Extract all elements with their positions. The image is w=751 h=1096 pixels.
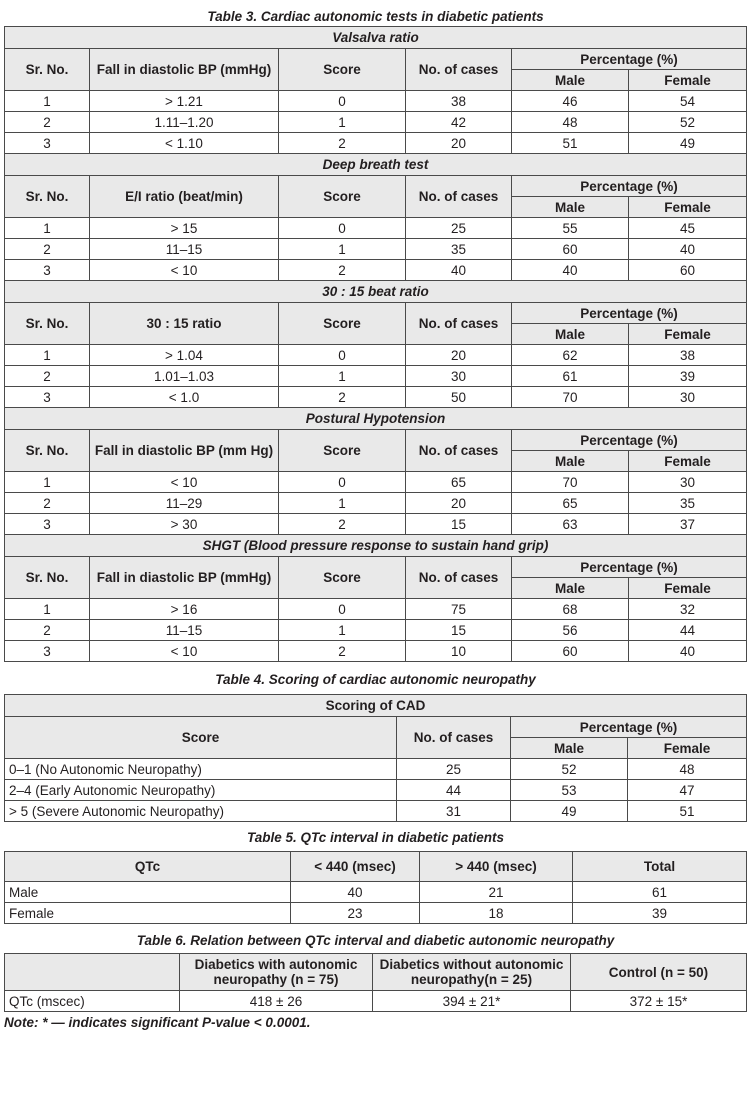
table-row (5, 112, 747, 133)
label-cell: Male (5, 882, 291, 903)
cases-cell: 50 (406, 387, 512, 408)
sr-header: Sr. No. (5, 557, 90, 599)
table6-without-header: Diabetics without autonomic neuropathy(n = 25) (373, 954, 571, 991)
section-header-row (5, 49, 747, 70)
percentage-header: Percentage (%) (512, 49, 747, 70)
gt-cell: 18 (420, 903, 573, 924)
female-cell: 37 (629, 514, 747, 535)
male-cell: 55 (512, 218, 629, 239)
table-row (5, 514, 747, 535)
measure-cell: 11–29 (90, 493, 279, 514)
female-header: Female (629, 578, 747, 599)
measure-cell: < 10 (90, 260, 279, 281)
table-row (5, 345, 747, 366)
table6-caption: Table 6. Relation between QTc interval and diabetic autonomic neuropathy (136, 933, 615, 948)
table-row (5, 366, 747, 387)
percentage-header: Percentage (%) (512, 176, 747, 197)
table3-body (5, 27, 747, 662)
female-cell: 51 (628, 801, 747, 822)
score-cell: 0 (279, 91, 406, 112)
table-row (5, 759, 747, 780)
female-cell: 52 (629, 112, 747, 133)
score-header: Score (279, 430, 406, 472)
table-row (5, 780, 747, 801)
female-header: Female (629, 70, 747, 91)
male-cell: 51 (512, 133, 629, 154)
measure-cell: > 16 (90, 599, 279, 620)
score-cell: 1 (279, 366, 406, 387)
male-cell: 46 (512, 91, 629, 112)
table-row (5, 903, 747, 924)
lt-cell: 40 (291, 882, 420, 903)
measure-cell: < 10 (90, 472, 279, 493)
male-cell: 70 (512, 387, 629, 408)
section-title-row (5, 154, 747, 176)
table-row (5, 387, 747, 408)
male-cell: 61 (512, 366, 629, 387)
male-cell: 48 (512, 112, 629, 133)
female-header: Female (629, 324, 747, 345)
with-cell: 418 ± 26 (180, 991, 373, 1012)
table4-percentage-header: Percentage (%) (511, 717, 747, 738)
control-cell: 372 ± 15* (571, 991, 747, 1012)
lt-cell: 23 (291, 903, 420, 924)
female-cell: 40 (629, 239, 747, 260)
sr-cell: 2 (5, 112, 90, 133)
female-cell: 40 (629, 641, 747, 662)
score-cell: 1 (279, 620, 406, 641)
measure-cell: 1.11–1.20 (90, 112, 279, 133)
female-cell: 35 (629, 493, 747, 514)
male-header: Male (512, 197, 629, 218)
table5-header-row (5, 852, 747, 882)
label-cell: QTc (mscec) (5, 991, 180, 1012)
score-cell: 0 (279, 472, 406, 493)
male-cell: 60 (512, 641, 629, 662)
score-cell: 1 (279, 239, 406, 260)
table-row (5, 641, 747, 662)
score-cell: 2 (279, 514, 406, 535)
section-title: 30 : 15 beat ratio (5, 281, 747, 303)
score-header: Score (279, 303, 406, 345)
cases-header: No. of cases (406, 430, 512, 472)
female-cell: 49 (629, 133, 747, 154)
table6-control-header: Control (n = 50) (571, 954, 747, 991)
sr-header: Sr. No. (5, 430, 90, 472)
cases-cell: 44 (397, 780, 511, 801)
measure-header: Fall in diastolic BP (mmHg) (90, 557, 279, 599)
sr-header: Sr. No. (5, 49, 90, 91)
table4-cases-header: No. of cases (397, 717, 511, 759)
table-row (5, 620, 747, 641)
cases-cell: 31 (397, 801, 511, 822)
sr-cell: 3 (5, 514, 90, 535)
cases-cell: 15 (406, 514, 512, 535)
measure-header: Fall in diastolic BP (mm Hg) (90, 430, 279, 472)
table-row (5, 472, 747, 493)
female-cell: 38 (629, 345, 747, 366)
table4-title: Scoring of CAD (5, 695, 747, 717)
sr-cell: 1 (5, 345, 90, 366)
measure-cell: < 10 (90, 641, 279, 662)
male-cell: 40 (512, 260, 629, 281)
cases-header: No. of cases (406, 303, 512, 345)
sr-cell: 2 (5, 620, 90, 641)
measure-cell: > 1.04 (90, 345, 279, 366)
sr-header: Sr. No. (5, 176, 90, 218)
male-header: Male (512, 70, 629, 91)
female-cell: 45 (629, 218, 747, 239)
measure-cell: 11–15 (90, 620, 279, 641)
sr-cell: 3 (5, 133, 90, 154)
table5-lt-header: < 440 (msec) (291, 852, 420, 882)
female-cell: 39 (629, 366, 747, 387)
score-header: Score (279, 557, 406, 599)
sr-cell: 3 (5, 641, 90, 662)
female-cell: 48 (628, 759, 747, 780)
table5-gt-header: > 440 (msec) (420, 852, 573, 882)
sr-cell: 1 (5, 599, 90, 620)
measure-cell: > 1.21 (90, 91, 279, 112)
table5-qtc-header: QTc (5, 852, 291, 882)
score-cell: > 5 (Severe Autonomic Neuropathy) (5, 801, 397, 822)
section-header-row (5, 430, 747, 451)
male-header: Male (512, 578, 629, 599)
table-row (5, 801, 747, 822)
sr-cell: 3 (5, 387, 90, 408)
cases-cell: 65 (406, 472, 512, 493)
male-cell: 56 (512, 620, 629, 641)
score-cell: 1 (279, 112, 406, 133)
measure-header: E/I ratio (beat/min) (90, 176, 279, 218)
cases-cell: 20 (406, 345, 512, 366)
measure-header: 30 : 15 ratio (90, 303, 279, 345)
score-cell: 0 (279, 599, 406, 620)
cases-header: No. of cases (406, 49, 512, 91)
table-row (5, 133, 747, 154)
sr-cell: 2 (5, 239, 90, 260)
male-cell: 49 (511, 801, 628, 822)
male-cell: 60 (512, 239, 629, 260)
section-title: Deep breath test (5, 154, 747, 176)
cases-cell: 75 (406, 599, 512, 620)
table-row (5, 260, 747, 281)
table6-header-row (5, 954, 747, 991)
percentage-header: Percentage (%) (512, 430, 747, 451)
cases-cell: 30 (406, 366, 512, 387)
table4-score-header: Score (5, 717, 397, 759)
score-header: Score (279, 176, 406, 218)
table-row (5, 991, 747, 1012)
section-header-row (5, 176, 747, 197)
cases-cell: 25 (397, 759, 511, 780)
total-cell: 61 (573, 882, 747, 903)
cases-header: No. of cases (406, 557, 512, 599)
female-cell: 44 (629, 620, 747, 641)
table5-caption: Table 5. QTc interval in diabetic patients (246, 830, 505, 845)
cases-cell: 20 (406, 493, 512, 514)
female-cell: 47 (628, 780, 747, 801)
score-cell: 2–4 (Early Autonomic Neuropathy) (5, 780, 397, 801)
cases-cell: 10 (406, 641, 512, 662)
table6-with-header: Diabetics with autonomic neuropathy (n = 75) (180, 954, 373, 991)
table6-empty-header (5, 954, 180, 991)
section-title: Postural Hypotension (5, 408, 747, 430)
cases-cell: 15 (406, 620, 512, 641)
section-header-row (5, 303, 747, 324)
female-header: Female (629, 197, 747, 218)
table6-note: Note: * — indicates significant P-value < 0.0001. (4, 1015, 311, 1030)
section-title: SHGT (Blood pressure response to sustain hand grip) (5, 535, 747, 557)
female-cell: 30 (629, 387, 747, 408)
cases-header: No. of cases (406, 176, 512, 218)
measure-cell: < 1.0 (90, 387, 279, 408)
table4 (4, 694, 747, 822)
measure-header: Fall in diastolic BP (mmHg) (90, 49, 279, 91)
female-cell: 32 (629, 599, 747, 620)
table-row (5, 882, 747, 903)
sr-cell: 2 (5, 366, 90, 387)
table5 (4, 851, 747, 924)
total-cell: 39 (573, 903, 747, 924)
gt-cell: 21 (420, 882, 573, 903)
table-row (5, 599, 747, 620)
table3-caption: Table 3. Cardiac autonomic tests in diabetic patients (207, 9, 544, 24)
cases-cell: 25 (406, 218, 512, 239)
table-row (5, 239, 747, 260)
section-title-row (5, 281, 747, 303)
sr-cell: 3 (5, 260, 90, 281)
measure-cell: < 1.10 (90, 133, 279, 154)
measure-cell: 11–15 (90, 239, 279, 260)
sr-cell: 1 (5, 218, 90, 239)
female-cell: 60 (629, 260, 747, 281)
table3 (4, 26, 747, 662)
score-cell: 0 (279, 218, 406, 239)
score-cell: 2 (279, 641, 406, 662)
table4-header-row (5, 717, 747, 738)
section-title: Valsalva ratio (5, 27, 747, 49)
table-row (5, 218, 747, 239)
male-cell: 62 (512, 345, 629, 366)
sr-header: Sr. No. (5, 303, 90, 345)
female-cell: 54 (629, 91, 747, 112)
table4-title-row (5, 695, 747, 717)
male-header: Male (512, 324, 629, 345)
sr-cell: 2 (5, 493, 90, 514)
score-cell: 1 (279, 493, 406, 514)
female-header: Female (629, 451, 747, 472)
male-cell: 65 (512, 493, 629, 514)
cases-cell: 35 (406, 239, 512, 260)
score-cell: 2 (279, 133, 406, 154)
male-cell: 70 (512, 472, 629, 493)
table-row (5, 493, 747, 514)
section-title-row (5, 408, 747, 430)
male-cell: 52 (511, 759, 628, 780)
measure-cell: > 30 (90, 514, 279, 535)
cases-cell: 40 (406, 260, 512, 281)
score-cell: 2 (279, 387, 406, 408)
score-cell: 0 (279, 345, 406, 366)
cases-cell: 38 (406, 91, 512, 112)
table5-total-header: Total (573, 852, 747, 882)
section-header-row (5, 557, 747, 578)
score-cell: 2 (279, 260, 406, 281)
percentage-header: Percentage (%) (512, 303, 747, 324)
table6 (4, 953, 747, 1012)
section-title-row (5, 27, 747, 49)
female-cell: 30 (629, 472, 747, 493)
section-title-row (5, 535, 747, 557)
sr-cell: 1 (5, 91, 90, 112)
measure-cell: > 15 (90, 218, 279, 239)
table4-male-header: Male (511, 738, 628, 759)
cases-cell: 20 (406, 133, 512, 154)
male-cell: 53 (511, 780, 628, 801)
male-cell: 68 (512, 599, 629, 620)
score-header: Score (279, 49, 406, 91)
score-cell: 0–1 (No Autonomic Neuropathy) (5, 759, 397, 780)
label-cell: Female (5, 903, 291, 924)
table4-female-header: Female (628, 738, 747, 759)
percentage-header: Percentage (%) (512, 557, 747, 578)
without-cell: 394 ± 21* (373, 991, 571, 1012)
male-cell: 63 (512, 514, 629, 535)
table-row (5, 91, 747, 112)
cases-cell: 42 (406, 112, 512, 133)
measure-cell: 1.01–1.03 (90, 366, 279, 387)
male-header: Male (512, 451, 629, 472)
sr-cell: 1 (5, 472, 90, 493)
table4-caption: Table 4. Scoring of cardiac autonomic neuropathy (215, 672, 536, 687)
